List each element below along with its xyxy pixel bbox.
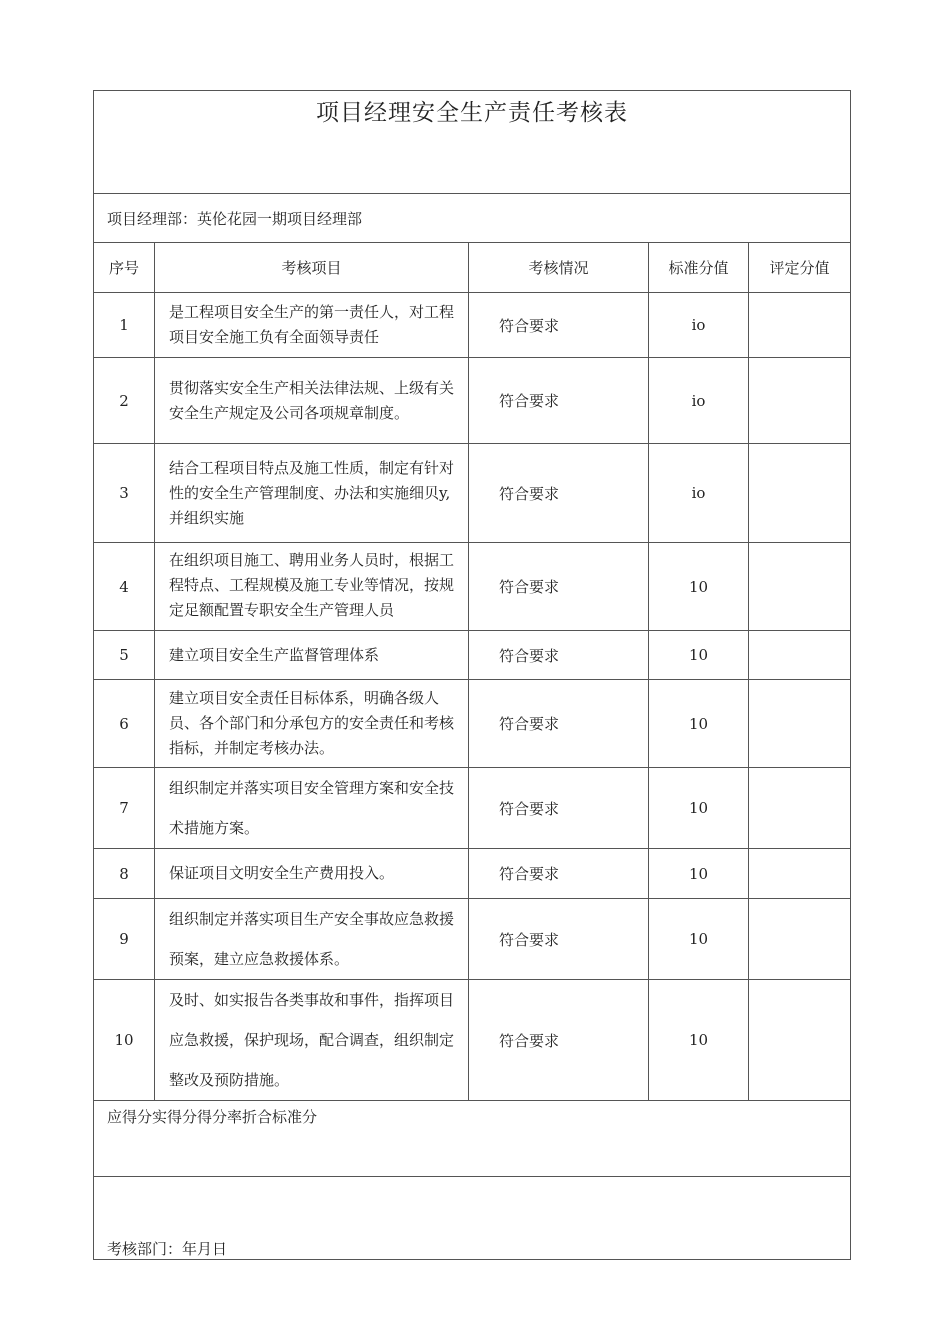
page-title: 项目经理安全生产责任考核表	[316, 100, 629, 126]
row-no: 7	[94, 768, 155, 849]
table-row	[94, 680, 851, 768]
row-rating	[749, 680, 851, 768]
row-rating	[749, 293, 851, 358]
header-item: 考核项目	[155, 243, 469, 293]
row-item: 是工程项目安全生产的第一责任人，对工程项目安全施工负有全面领导责任	[155, 293, 469, 358]
table-row	[94, 980, 851, 1101]
row-no: 8	[94, 849, 155, 899]
row-rating	[749, 980, 851, 1101]
title-row	[94, 91, 851, 194]
row-status: 符合要求	[469, 849, 649, 899]
row-standard: 10	[649, 849, 749, 899]
row-status: 符合要求	[469, 680, 649, 768]
table-row	[94, 293, 851, 358]
row-status: 符合要求	[469, 631, 649, 680]
row-no: 6	[94, 680, 155, 768]
row-no: 1	[94, 293, 155, 358]
table-row	[94, 899, 851, 980]
row-item: 在组织项目施工、聘用业务人员时，根据工程特点、工程规模及施工专业等情况，按规定足额配置专职安全生产管理人员	[169, 550, 455, 619]
row-standard: 10	[649, 680, 749, 768]
row-standard: 10	[649, 899, 749, 980]
row-rating	[749, 358, 851, 444]
table-row	[94, 768, 851, 849]
row-no: 10	[94, 980, 155, 1101]
row-item: 及时、如实报告各类事故和事件，指挥项目应急救援，保护现场，配合调查，组织制定整改及预防措施。	[155, 980, 469, 1101]
department-row	[94, 194, 851, 243]
sign-row	[94, 1177, 851, 1260]
table-row	[94, 358, 851, 444]
row-standard: 10	[649, 980, 749, 1101]
row-rating	[749, 899, 851, 980]
table-row	[94, 444, 851, 543]
table-row	[94, 631, 851, 680]
row-status: 符合要求	[469, 768, 649, 849]
row-standard: 10	[649, 543, 749, 631]
row-rating	[749, 631, 851, 680]
row-item: 保证项目文明安全生产费用投入。	[155, 849, 469, 899]
row-no: 4	[94, 543, 155, 631]
row-standard: 10	[649, 768, 749, 849]
row-status: 符合要求	[469, 543, 649, 631]
row-standard: io	[649, 358, 749, 444]
row-no: 9	[94, 899, 155, 980]
row-standard: 10	[649, 631, 749, 680]
row-rating	[749, 543, 851, 631]
row-status: 符合要求	[469, 899, 649, 980]
sign-line: 考核部门：年月日	[94, 1177, 851, 1260]
row-item: 结合工程项目特点及施工性质，制定有针对性的安全生产管理制度、办法和实施细贝y,并组织实施	[155, 444, 469, 543]
header-row	[94, 243, 851, 293]
row-standard: io	[649, 444, 749, 543]
header-no: 序号	[94, 243, 155, 293]
header-status: 考核情况	[469, 243, 649, 293]
row-status: 符合要求	[469, 980, 649, 1101]
score-summary-row	[94, 1101, 851, 1177]
row-rating	[749, 768, 851, 849]
row-rating	[749, 849, 851, 899]
row-item: 组织制定并落实项目安全管理方案和安全技术措施方案。	[155, 768, 469, 849]
row-status: 符合要求	[469, 444, 649, 543]
row-item: 建立项目安全责任目标体系，明确各级人员、各个部门和分承包方的安全责任和考核指标，并制定考核办法。	[155, 680, 469, 768]
table-row	[94, 543, 851, 631]
header-standard: 标准分值	[649, 243, 749, 293]
row-status: 符合要求	[469, 293, 649, 358]
row-no: 5	[94, 631, 155, 680]
row-item: 贯彻落实安全生产相关法律法规、上级有关安全生产规定及公司各项规章制度。	[155, 358, 469, 444]
row-no: 2	[94, 358, 155, 444]
header-rating: 评定分值	[749, 243, 851, 293]
row-no: 3	[94, 444, 155, 543]
row-item: 组织制定并落实项目生产安全事故应急救援预案，建立应急救援体系。	[155, 899, 469, 980]
score-summary: 应得分实得分得分率折合标准分	[94, 1101, 851, 1177]
table-row	[94, 849, 851, 899]
row-rating	[749, 444, 851, 543]
row-standard: io	[649, 293, 749, 358]
assessment-table	[93, 90, 851, 1260]
row-status: 符合要求	[469, 358, 649, 444]
department-label: 项目经理部：英伦花园一期项目经理部	[94, 194, 851, 243]
row-item: 建立项目安全生产监督管理体系	[155, 631, 469, 680]
